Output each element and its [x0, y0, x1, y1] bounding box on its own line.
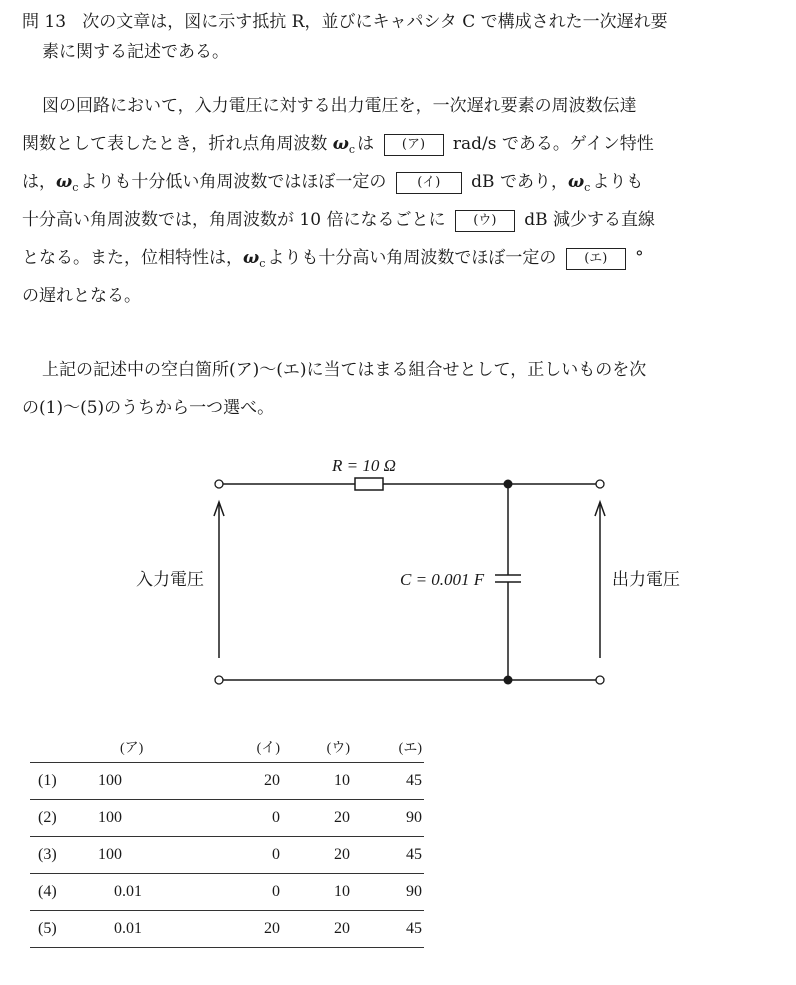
omega-symbol: ω — [332, 134, 349, 154]
header-cell: (イ) — [256, 741, 280, 756]
blank-e: (エ) — [566, 248, 626, 270]
paragraph-text: 十分高い角周波数では，角周波数が 10 倍になるごとに — [22, 210, 446, 230]
omega-subscript: c — [72, 181, 79, 194]
table-cell: 20 — [280, 837, 350, 874]
option-number: (3) — [30, 837, 94, 874]
paragraph-text: よりも — [592, 172, 644, 192]
paragraph-text: となる。また，位相特性は， — [22, 248, 243, 268]
table-cell: 0.01 — [94, 874, 220, 911]
degree-symbol: ° — [635, 248, 644, 268]
resistor — [355, 478, 383, 490]
output-terminal-top — [596, 480, 604, 488]
intro-text-1: 次の文章は，図に示す抵抗 R，並びにキャパシタ C で構成された一次遅れ要 — [82, 12, 668, 32]
input-terminal-top — [215, 480, 223, 488]
table-cell: 10 — [280, 763, 350, 800]
omega-symbol: ω — [243, 248, 260, 268]
blank-a: (ア) — [384, 134, 444, 156]
paragraph-text: よりも十分低い角周波数ではほぼ一定の — [80, 172, 387, 192]
junction-dot-top — [504, 480, 513, 489]
omega-symbol: ω — [56, 172, 73, 192]
input-terminal-bottom — [215, 676, 223, 684]
paragraph-text: は — [357, 134, 375, 154]
header-cell — [30, 732, 94, 763]
option-number: (2) — [30, 800, 94, 837]
table-header-row — [30, 732, 424, 763]
resistor-label: R = 10 Ω — [332, 456, 396, 475]
table-cell: 100 — [94, 763, 220, 800]
paragraph-text: 図の回路において，入力電圧に対する出力電圧を，一次遅れ要素の周波数伝達 — [42, 96, 637, 116]
table-cell: 0 — [220, 874, 280, 911]
junction-dot-bottom — [504, 676, 513, 685]
option-number: (5) — [30, 911, 94, 948]
output-terminal-bottom — [596, 676, 604, 684]
capacitor-label: C = 0.001 F — [400, 570, 485, 589]
omega-subscript: c — [259, 257, 266, 270]
blank-i: (イ) — [396, 172, 462, 194]
table-cell: 90 — [350, 874, 424, 911]
paragraph-text: の遅れとなる。 — [22, 286, 141, 306]
omega-subscript: c — [584, 181, 591, 194]
paragraph-text: rad/s である。ゲイン特性 — [452, 134, 654, 154]
omega-subscript: c — [348, 143, 356, 156]
table-cell: 20 — [220, 763, 280, 800]
answer-options-table — [30, 732, 424, 948]
table-cell: 100 — [94, 800, 220, 837]
table-row[interactable] — [30, 837, 424, 874]
header-cell: (ウ) — [326, 741, 350, 756]
table-cell: 90 — [350, 800, 424, 837]
table-row[interactable] — [30, 763, 424, 800]
table-cell: 0.01 — [94, 911, 220, 948]
table-cell: 20 — [280, 800, 350, 837]
table-row[interactable] — [30, 874, 424, 911]
question-number: 問 13 — [22, 12, 67, 32]
table-cell: 45 — [350, 837, 424, 874]
table-cell: 20 — [280, 911, 350, 948]
paragraph-text: 上記の記述中の空白箇所(ア)～(エ)に当てはまる組合せとして，正しいものを次 — [42, 360, 647, 380]
table-cell: 10 — [280, 874, 350, 911]
option-number: (4) — [30, 874, 94, 911]
intro-text-2: 素に関する記述である。 — [42, 42, 229, 62]
blank-u: (ウ) — [455, 210, 515, 232]
paragraph-text: dB であり， — [471, 172, 568, 192]
option-number: (1) — [30, 763, 94, 800]
output-voltage-label: 出力電圧 — [612, 570, 680, 589]
paragraph-text: dB 減少する直線 — [524, 210, 656, 230]
table-cell: 45 — [350, 763, 424, 800]
table-cell: 100 — [94, 837, 220, 874]
table-cell: 45 — [350, 911, 424, 948]
header-cell: (ア) — [120, 741, 144, 756]
table-row[interactable] — [30, 800, 424, 837]
table-cell: 0 — [220, 800, 280, 837]
paragraph-text: 関数として表したとき，折れ点角周波数 — [22, 134, 328, 154]
paragraph-text: よりも十分高い角周波数でほぼ一定の — [267, 248, 557, 268]
omega-symbol: ω — [567, 172, 585, 192]
paragraph-text: の(1)～(5)のうちから一つ選べ。 — [22, 398, 275, 418]
table-cell: 0 — [220, 837, 280, 874]
table-row[interactable] — [30, 911, 424, 948]
paragraph-text: は， — [22, 172, 56, 192]
table-cell: 20 — [220, 911, 280, 948]
input-voltage-label: 入力電圧 — [136, 570, 204, 589]
header-cell: (エ) — [398, 741, 422, 756]
